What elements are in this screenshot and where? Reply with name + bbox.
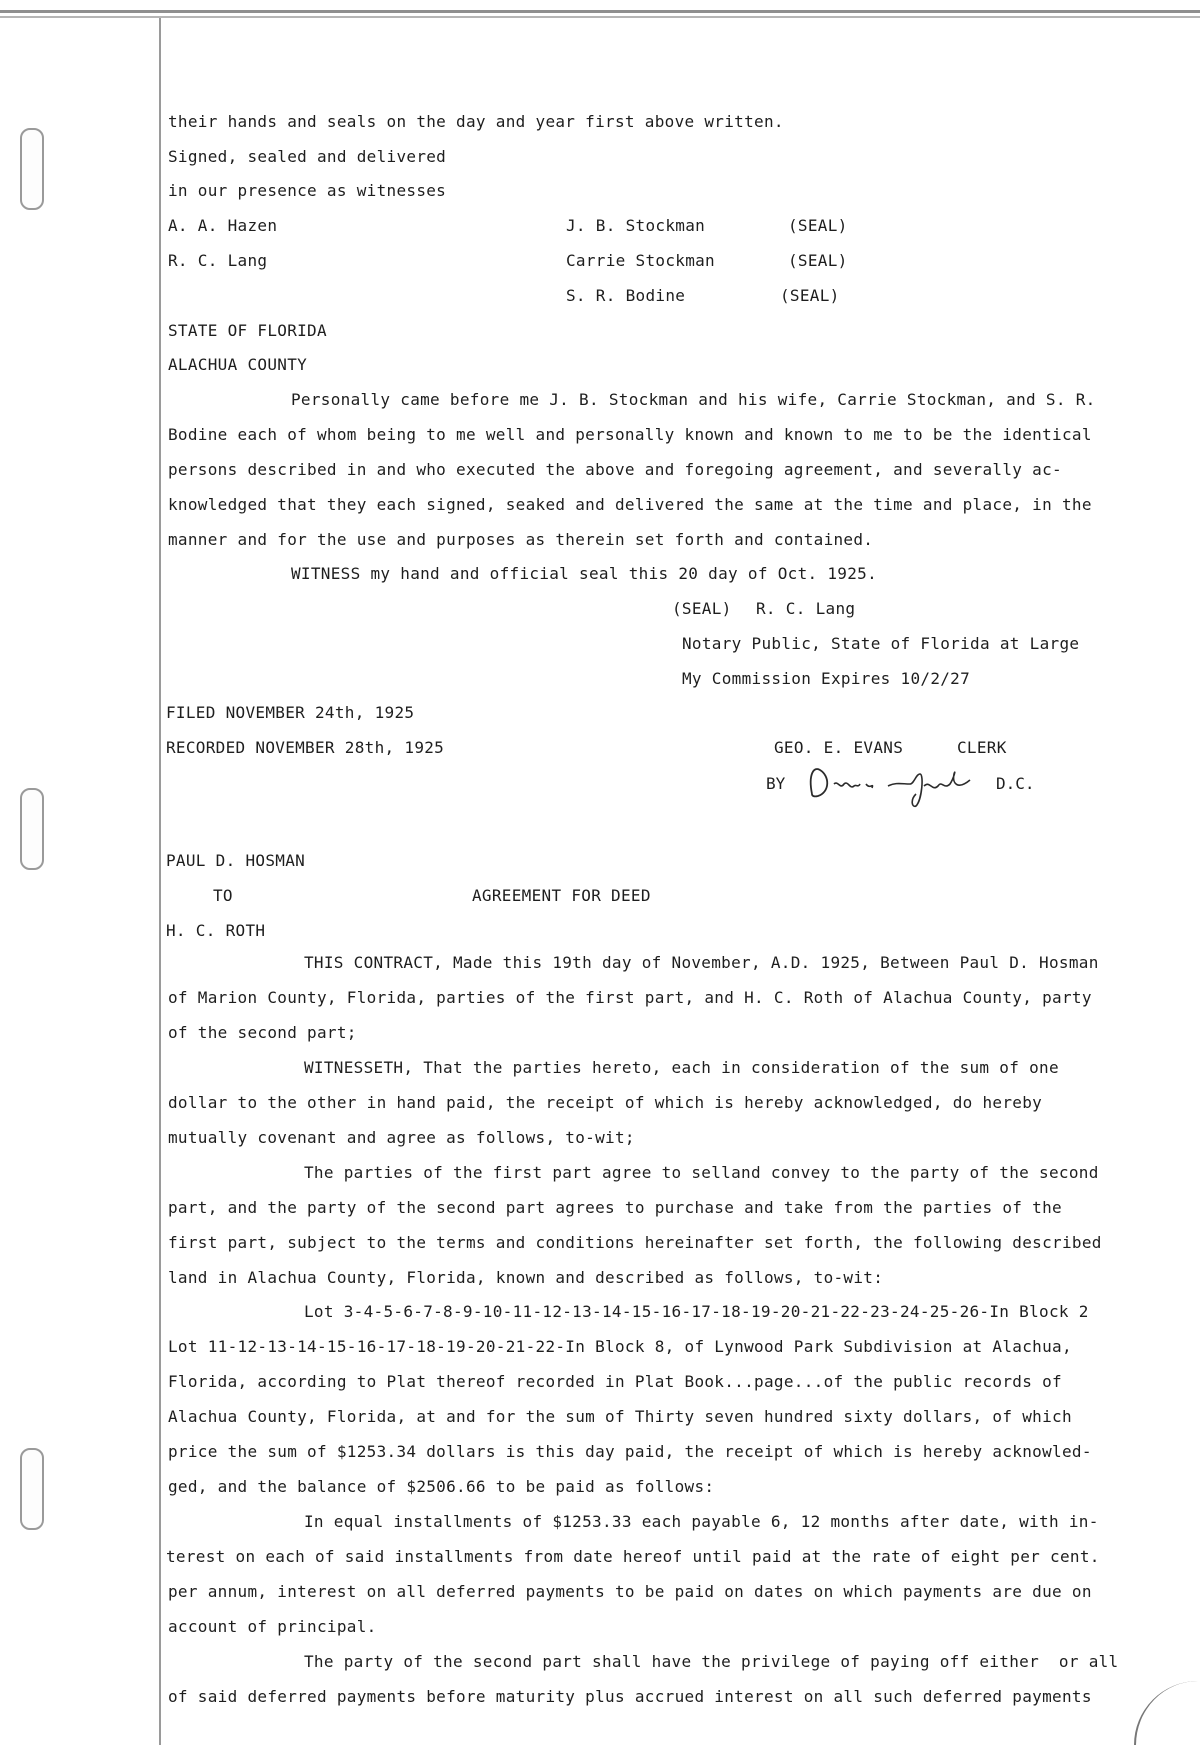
text-line: part, and the party of the second part agrees to purchase and take from the parties of the bbox=[168, 1198, 1062, 1217]
lot-list-line: Lot 11-12-13-14-15-16-17-18-19-20-21-22-In Block 8, of Lynwood Park Subdivision at Alachua, bbox=[168, 1337, 1072, 1356]
binder-hole bbox=[20, 1448, 44, 1530]
text-line: Florida, according to Plat thereof recorded in Plat Book...page...of the public records of bbox=[168, 1372, 1062, 1391]
text-line: WITNESSETH, That the parties hereto, each in consideration of the sum of one bbox=[304, 1058, 1059, 1077]
left-margin-rule bbox=[159, 18, 161, 1745]
notary-name: R. C. Lang bbox=[756, 599, 856, 618]
text-line: Bodine each of whom being to me well and personally known and known to me to be the identical bbox=[168, 425, 1092, 444]
text-line: price the sum of $1253.34 dollars is this day paid, the receipt of which is hereby acknowled- bbox=[168, 1442, 1092, 1461]
text-line: WITNESS my hand and official seal this 20 day of Oct. 1925. bbox=[291, 564, 878, 583]
text-line: knowledged that they each signed, seaked and delivered the same at the time and place, in the bbox=[168, 495, 1092, 514]
text-line: dollar to the other in hand paid, the receipt of which is hereby acknowledged, do hereby bbox=[168, 1093, 1043, 1112]
top-rule bbox=[0, 10, 1200, 13]
text-line: Alachua County, Florida, at and for the sum of Thirty seven hundred sixty dollars, of which bbox=[168, 1407, 1072, 1426]
jurisdiction-state: STATE OF FLORIDA bbox=[168, 321, 327, 340]
recorded-date: RECORDED NOVEMBER 28th, 1925 bbox=[166, 738, 445, 757]
clerk-name: GEO. E. EVANS bbox=[774, 738, 904, 757]
top-rule-secondary bbox=[0, 16, 1200, 18]
text-line: land in Alachua County, Florida, known and described as follows, to-wit: bbox=[168, 1268, 884, 1287]
seal-label: (SEAL) bbox=[672, 599, 732, 618]
grantee-name: H. C. ROTH bbox=[166, 921, 266, 940]
seal-label: (SEAL) bbox=[780, 286, 840, 305]
jurisdiction-county: ALACHUA COUNTY bbox=[168, 355, 308, 374]
text-line: The parties of the first part agree to selland convey to the party of the second bbox=[304, 1163, 1099, 1182]
witness-name: A. A. Hazen bbox=[168, 216, 278, 235]
handwritten-signature bbox=[804, 760, 994, 810]
signatory-name: J. B. Stockman bbox=[566, 216, 706, 235]
text-line: Personally came before me J. B. Stockman and his wife, Carrie Stockman, and S. R. bbox=[291, 390, 1096, 409]
signatory-name: Carrie Stockman bbox=[566, 251, 715, 270]
binder-hole bbox=[20, 788, 44, 870]
grantor-name: PAUL D. HOSMAN bbox=[166, 851, 306, 870]
text-line: their hands and seals on the day and year first above written. bbox=[168, 112, 784, 131]
lot-list-line: Lot 3-4-5-6-7-8-9-10-11-12-13-14-15-16-17-18-19-20-21-22-23-24-25-26-In Block 2 bbox=[304, 1302, 1089, 1321]
text-line: The party of the second part shall have the privilege of paying off either or all bbox=[304, 1652, 1119, 1671]
binder-hole bbox=[20, 128, 44, 210]
witness-name: R. C. Lang bbox=[168, 251, 268, 270]
text-line: mutually covenant and agree as follows, to-wit; bbox=[168, 1128, 635, 1147]
text-line: terest on each of said installments from date hereof until paid at the rate of eight per cent. bbox=[166, 1547, 1100, 1566]
text-line: Signed, sealed and delivered bbox=[168, 147, 447, 166]
text-line: of the second part; bbox=[168, 1023, 357, 1042]
document-title: AGREEMENT FOR DEED bbox=[472, 886, 651, 905]
text-line: account of principal. bbox=[168, 1617, 377, 1636]
commission-expiry: My Commission Expires 10/2/27 bbox=[682, 669, 971, 688]
text-line: in our presence as witnesses bbox=[168, 181, 447, 200]
text-line: of said deferred payments before maturity plus accrued interest on all such deferred payments bbox=[168, 1687, 1092, 1706]
seal-label: (SEAL) bbox=[788, 216, 848, 235]
signatory-name: S. R. Bodine bbox=[566, 286, 686, 305]
text-line: first part, subject to the terms and conditions hereinafter set forth, the following described bbox=[168, 1233, 1102, 1252]
to-label: TO bbox=[213, 886, 233, 905]
text-line: of Marion County, Florida, parties of the first part, and H. C. Roth of Alachua County, party bbox=[168, 988, 1092, 1007]
text-line: per annum, interest on all deferred payments to be paid on dates on which payments are due on bbox=[168, 1582, 1092, 1601]
text-line: THIS CONTRACT, Made this 19th day of November, A.D. 1925, Between Paul D. Hosman bbox=[304, 953, 1099, 972]
text-line: In equal installments of $1253.33 each payable 6, 12 months after date, with in- bbox=[304, 1512, 1099, 1531]
text-line: manner and for the use and purposes as therein set forth and contained. bbox=[168, 530, 874, 549]
by-label: BY bbox=[766, 774, 786, 793]
text-line: ged, and the balance of $2506.66 to be paid as follows: bbox=[168, 1477, 715, 1496]
seal-label: (SEAL) bbox=[788, 251, 848, 270]
notary-title: Notary Public, State of Florida at Large bbox=[682, 634, 1080, 653]
text-line: persons described in and who executed the above and foregoing agreement, and severally ac- bbox=[168, 460, 1062, 479]
deputy-clerk-label: D.C. bbox=[996, 774, 1035, 793]
page-curl bbox=[1134, 1681, 1200, 1745]
filed-date: FILED NOVEMBER 24th, 1925 bbox=[166, 703, 415, 722]
clerk-title: CLERK bbox=[957, 738, 1007, 757]
